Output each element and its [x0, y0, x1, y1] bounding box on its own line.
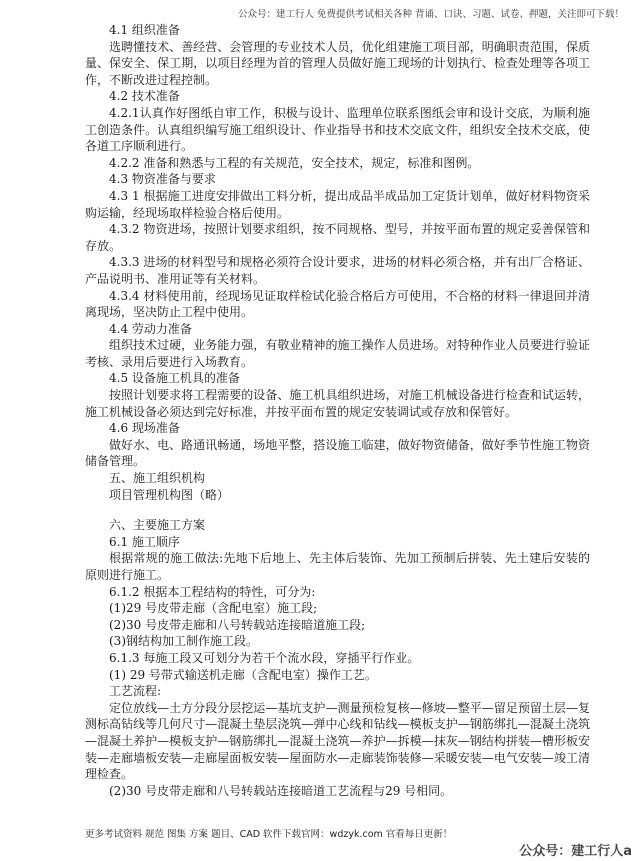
paragraph: 4.3 物资准备与要求: [109, 172, 216, 187]
paragraph-gap: [85, 503, 590, 517]
paragraph: 4.1 组织准备: [109, 23, 180, 37]
paragraph: 4.2.2 准备和熟悉与工程的有关规范，安全技术，规定，标准和图例。: [109, 155, 480, 170]
page-header: 公众号：建工行人 免费提供考试相关各种 背诵、口诀、习题、试卷、押题，关注即可下载！: [237, 9, 624, 20]
document-body: [85, 22, 590, 799]
paragraph: 4.2 技术准备: [109, 89, 180, 104]
paragraph: 项目管理机构图（略）: [109, 487, 230, 502]
paragraph: 4.3 1 根据施工进度安排做出工料分析，提出成品半成品加工定货计划单，做好材料物资采购运输，经现场取样检验合格后使用。: [85, 188, 590, 220]
watermark: 公众号：建工行人a: [519, 844, 632, 859]
paragraph: 6.1 施工顺序: [109, 534, 180, 549]
paragraph: 做好水、电、路通讯畅通，场地平整，搭设施工临建，做好物资储备，做好季节性施工物资储备管理。: [85, 437, 590, 469]
paragraph: 6.1.2 根据本工程结构的特性，可分为:: [109, 584, 316, 599]
paragraph: 4.6 现场准备: [109, 421, 180, 436]
paragraph: (1) 29 号带式输送机走廊（含配电室）操作工艺。: [109, 667, 377, 682]
paragraph: 4.3.4 材料使用前，经现场见证取样检试化验合格后方可使用，不合格的材料一律退回并清离现场，坚决防止工程中使用。: [85, 288, 590, 320]
paragraph: 4.2.1认真作好图纸自审工作，积极与设计、监理单位联系图纸会审和设计交底，为顺利施工创造条件。认真组织编写施工组织设计、作业指导书和技术交底文件，组织安全技术交底，使各道工序顺利进行。: [85, 105, 590, 154]
paragraph: 组织技术过硬，业务能力强，有敬业精神的施工操作人员进场。对特种作业人员要进行验证考核、录用后要进行入场教育。: [85, 338, 590, 369]
paragraph: (3)钢结构加工制作施工段。: [109, 634, 258, 649]
paragraph: 根据常规的施工做法:先地下后地上、先主体后装饰、先加工预制后拼装、先土建后安装的原则进行施工。: [85, 551, 590, 582]
paragraph: 4.3.3 进场的材料型号和规格必须符合设计要求，进场的材料必须合格，并有出厂合格证、产品说明书、准用证等有关材料。: [85, 255, 590, 286]
paragraph: 定位放线—土方分段分层挖运—基坑支护—测量预检复核—修坡—整平—留足预留土层—复测标高钻线等几何尺寸—混凝土垫层浇筑—弹中心线和钻线—模板支护—钢筋绑扎—混凝土浇筑—混凝土养护—模板支护—钢筋绑扎—混凝土浇筑—养护—拆模—抹灰—钢结构拼装—槽形板安装—走廊墙板安装—走廊屋面板安装—屋面防水—走廊装饰装修—采暖安装—电气安装—竣工清理检查。: [85, 700, 590, 782]
paragraph: 选聘懂技术、善经营、会管理的专业技术人员，优化组建施工项目部，明确职责范围，保质量、保安全、保工期，以项目经理为首的管理人员做好施工现场的计划执行、检查处理等各项工作，不断改进过程控制。: [85, 39, 590, 87]
paragraph: 五、施工组织机构: [109, 471, 206, 486]
paragraph: 4.3.2 物资进场，按照计划要求组织，按不同规格、型号，并按平面布置的规定妥善保管和存放。: [85, 222, 590, 253]
paragraph: (2)30 号皮带走廊和八号转载站连接暗道施工段;: [109, 617, 366, 632]
paragraph: 按照计划要求将工程需要的设备、施工机具组织进场，对施工机械设备进行检查和试运转，施工机械设备必须达到完好标准，并按平面布置的规定安装调试或存放和保管好。: [85, 388, 590, 419]
paragraph: 六、主要施工方案: [109, 518, 206, 533]
paragraph: (2)30 号皮带走廊和八号转载站连接暗道工艺流程与29 号相同。: [109, 783, 453, 798]
paragraph: 4.5 设备施工机具的准备: [109, 371, 240, 386]
paragraph: 工艺流程:: [109, 684, 162, 699]
paragraph: 6.1.3 每施工段又可划分为若干个流水段，穿插平行作业。: [109, 650, 420, 665]
page-footer: 更多考试资料 规范 图集 方案 题目、CAD 软件下载官网：wdzyk.com 官看每日更新！: [85, 829, 453, 840]
paragraph: (1)29 号皮带走廊（含配电室）施工段;: [109, 601, 318, 616]
paragraph: 4.4 劳动力准备: [109, 321, 192, 336]
